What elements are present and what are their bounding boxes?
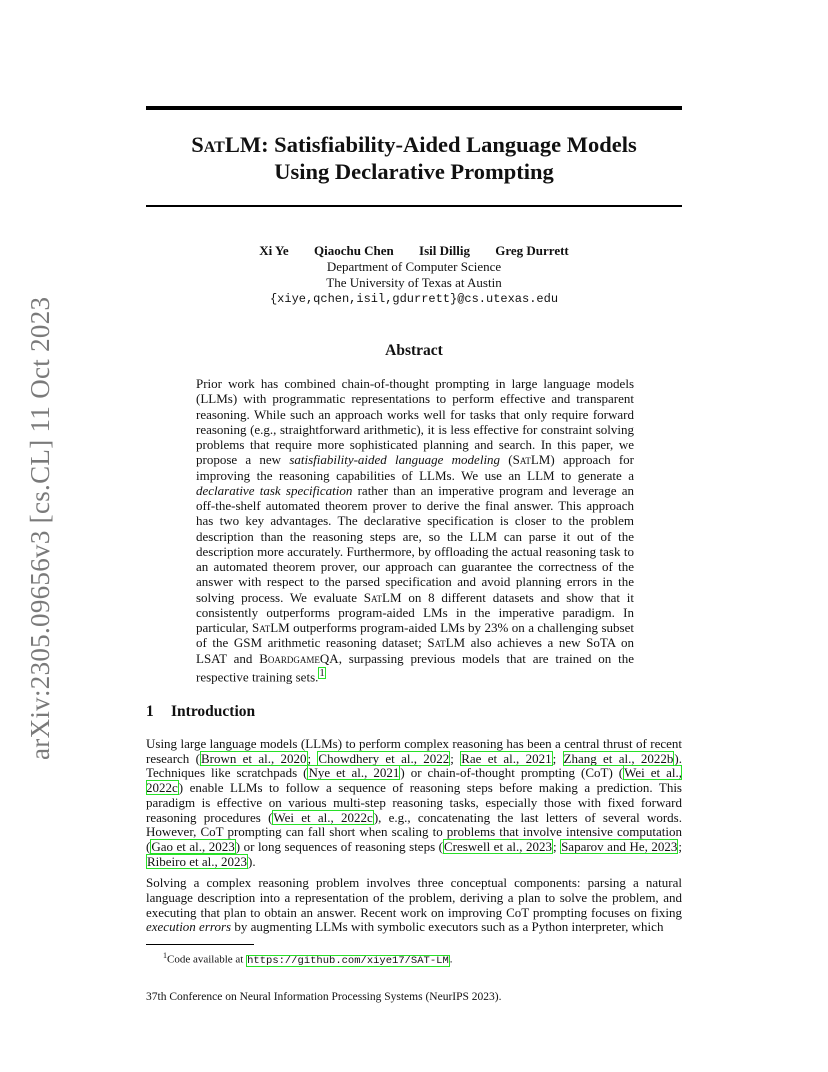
intro-text: ) or long sequences of reasoning steps ( — [235, 838, 443, 854]
title-line2: Using Declarative Prompting — [274, 159, 554, 184]
footnote-rule — [146, 944, 254, 945]
abstract-text: also achieves a new SoTA on LSAT and — [196, 635, 634, 666]
citation-link[interactable]: Chowdhery et al., 2022 — [318, 750, 450, 766]
intro-text: ; — [307, 750, 318, 766]
intro-emphasis: execution errors — [146, 919, 232, 935]
intro-text: ). Techniques like scratchpads ( — [146, 750, 682, 781]
section-number: 1 — [146, 703, 154, 720]
footnote-link[interactable]: 1 — [319, 666, 325, 679]
citation-link[interactable]: Ribeiro et al., 2023 — [147, 853, 248, 869]
intro-text: ). — [248, 853, 256, 869]
citation-link[interactable]: Zhang et al., 2022b — [563, 750, 674, 766]
abstract-text: Prior work has combined chain-of-thought prompting in large language models (LLMs) with programmatic representations to perform effective and transparent reasoning. While such an approach works well for tasks that only require forward reasoning (e.g., straightforward arithmetic), it is less effective for constraint solving problems that require more sophisticated planning and search. In this paper, we propose a new — [196, 376, 634, 468]
author-name: Isil Dillig — [419, 243, 470, 258]
author-email: {xiye,qchen,isil,gdurrett}@cs.utexas.edu — [269, 292, 559, 306]
intro-text: ) enable LLMs to follow a sequence of reasoning steps before making a prediction. This paradigm is effective on various multi-step reasoning tasks, especially those with fixed forward reasoning procedures ( — [146, 780, 682, 825]
arxiv-stamp: arXiv:2305.09656v3 [cs.CL] 11 Oct 2023 — [25, 296, 55, 760]
citation-link[interactable]: Saparov and He, 2023 — [561, 838, 678, 854]
abstract-text: ( — [500, 452, 513, 468]
abstract-text: rather than an imperative program and leverage an off-the-shelf automated theorem prover to derive the final answer. This approach has two key advantages. The declarative specification is closer to the problem description than the reasoning steps are, so the LLM can parse it out of the description more accurately. Furthermore, by offloading the actual reasoning task to an automated theorem prover, our approach can guarantee the correctness of the answer with respect to the parsed specification and avoid planning errors in the solving process. We evaluate — [196, 482, 634, 605]
intro-paragraph-2 — [146, 876, 682, 935]
abstract-body — [196, 376, 634, 684]
intro-text: by augmenting LLMs with symbolic executors such as a Python interpreter, which — [231, 919, 664, 935]
venue-note: 37th Conference on Neural Information Processing Systems (NeurIPS 2023). — [146, 991, 502, 1003]
abstract-text: ) approach for improving the reasoning capabilities of LLMs. We use an LLM to generate a — [196, 452, 634, 483]
abstract-satlm: SatLM — [512, 452, 551, 468]
intro-text: Solving a complex reasoning problem involves three conceptual components: parsing a natural language description into a representation of the problem, deriving a plan to solve the problem, and executing that plan to obtain an answer. Recent work on improving CoT prompting focuses on fixing — [146, 875, 682, 920]
author-name: Greg Durrett — [495, 243, 569, 258]
intro-paragraph-1 — [146, 737, 682, 869]
intro-text: ), e.g., concatenating the last letters of several words. However, CoT prompting can fall short when scaling to problems that involve intensive computation ( — [146, 809, 682, 854]
abstract-satlm: SatLM — [363, 589, 402, 605]
author-name: Qiaochu Chen — [313, 243, 394, 258]
footnote — [146, 949, 682, 968]
abstract-satlm: SatLM — [251, 620, 290, 635]
citation-link[interactable]: Gao et al., 2023 — [151, 838, 235, 854]
footnote-mark: 1 — [163, 951, 167, 960]
abstract-text: , surpassing previous models that are trained on the respective training sets. — [196, 650, 634, 685]
abstract-heading: Abstract — [385, 342, 443, 359]
author-block — [146, 243, 682, 307]
footnote-text: . — [449, 953, 453, 966]
citation-link[interactable]: Nye et al., 2021 — [308, 765, 400, 781]
title-satlm: SatLM — [191, 132, 262, 157]
author-university: The University of Texas at Austin — [326, 275, 502, 290]
author-names — [146, 243, 682, 259]
citation-link[interactable]: Brown et al., 2020 — [200, 750, 307, 766]
title-line1: : Satisfiability-Aided Language Models — [261, 132, 637, 157]
citation-link[interactable]: Creswell et al., 2023 — [443, 838, 552, 854]
intro-text: Using large language models (LLMs) to perform complex reasoning has been a central thrust of recent research ( — [146, 736, 682, 766]
citation-link[interactable]: Wei et al., 2022c — [273, 809, 373, 825]
author-department: Department of Computer Science — [326, 259, 502, 274]
citation-link[interactable]: Wei et al., 2022c — [146, 765, 683, 796]
code-url-link[interactable]: https://github.com/xiye17/SAT-LM — [247, 954, 449, 967]
citation-link[interactable]: Rae et al., 2021 — [461, 750, 552, 766]
section-title: Introduction — [171, 703, 256, 720]
abstract-boardgameqa: BoardgameQA — [259, 650, 339, 666]
intro-text: ) or chain-of-thought prompting (CoT) ( — [400, 765, 624, 781]
abstract-text: outperforms program-aided LMs by 23% on a challenging subset of the GSM arithmetic reasoning dataset; — [196, 620, 634, 651]
abstract-text: on 8 different datasets and show that it consistently outperforms program-aided LMs in the imperative paradigm. In particular, — [196, 589, 634, 635]
introduction-body — [146, 737, 682, 942]
paper-title — [146, 131, 682, 185]
title-top-rule — [146, 106, 682, 110]
abstract-emphasis: satisfiability-aided language modeling — [289, 452, 501, 468]
author-name: Xi Ye — [259, 243, 289, 258]
intro-text: ; — [678, 838, 682, 854]
abstract-emphasis: declarative task specification — [196, 482, 353, 498]
abstract-satlm: SatLM — [427, 635, 466, 651]
intro-text: ; — [552, 750, 563, 766]
title-bottom-rule — [146, 205, 682, 207]
section-heading — [146, 702, 682, 722]
footnote-text: Code available at — [167, 953, 247, 966]
intro-text: ; — [552, 838, 561, 854]
intro-text: ; — [450, 750, 461, 766]
